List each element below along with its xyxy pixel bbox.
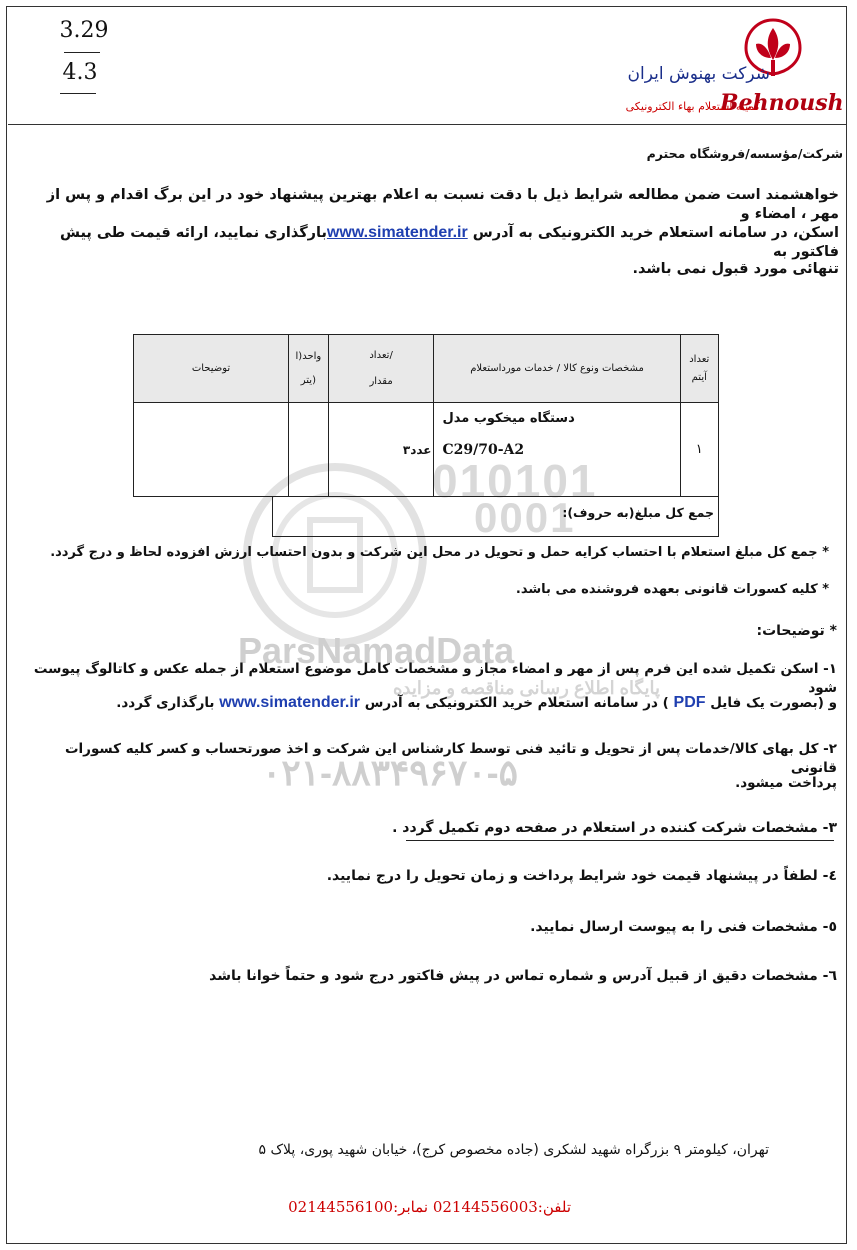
note-1-before: و (بصورت یک فایل [705,695,837,711]
intro-line-2-after: بارگذاری نمایید، ارائه قیمت طی پیش فاکتور به [59,225,839,260]
note-6: ٦- مشخصات دقیق از قبیل آدرس و شماره تماس در پیش فاکتور درج شود و حتماً خوانا باشد [209,968,837,984]
header-unit [289,335,329,403]
phone-number: 02144556003 [432,1198,538,1216]
cell-row-no: ۱ [680,403,718,497]
note-2-line-1: ۲- کل بهای کالا/خدمات پس از تحویل و تائید فنی توسط کارشناس این شرکت و اخذ صورتحساب و کسر کلیه کسورات قانونی [64,741,837,776]
intro-line-2 [19,223,839,262]
header-notes: توضیحات [134,335,289,403]
header-row-no: تعداد آیتم [680,335,718,403]
condition-2: * کلیه کسورات قانونی بعهده فروشنده می باشد. [515,582,829,597]
doc-number-top: 3.29 [59,18,109,43]
watermark-persian: پایگاه اطلاع رسانی مناقصه و مزایده [392,678,660,698]
phone-label: تلفن: [537,1198,571,1216]
fax-label: نمابر: [393,1198,429,1216]
intro-line-2-before: اسکن، در سامانه استعلام خرید الکترونیکی به آدرس [467,225,839,241]
note-4: ٤- لطفاً در پیشنهاد قیمت خود شرایط پرداخت و زمان تحویل را درج نمایید. [326,868,837,884]
table-row [134,403,719,497]
simatender-link-2[interactable]: www.simatender.ir [219,694,360,711]
cell-spec [434,403,680,497]
note-5: ٥- مشخصات فنی را به پیوست ارسال نمایید. [530,919,837,935]
header-quantity-bottom: مقدار [369,375,393,387]
note-2-line-2: پرداخت میشود. [735,775,837,791]
watermark-phone: ۰۲۱-۸۸۳۴۹۶۷۰-۵ [262,752,519,793]
header-unit-bottom: یتر) [300,374,316,386]
header-divider [8,124,846,125]
footer-address: تهران، کیلومتر ۹ بزرگراه شهید لشکری (جاده مخصوص کرج)، خیابان شهید پوری، پلاک ۵ [258,1142,769,1158]
simatender-link[interactable]: www.simatender.ir [326,224,468,241]
doc-number-bottom: 4.3 [62,60,98,85]
condition-1: * جمع کل مبلغ استعلام با احتساب کرایه حمل و تحویل در محل این شرکت و بدون احتساب ارزش افزوده لحاظ و درج گردد. [50,545,829,560]
items-table [133,334,719,497]
footer-contact [91,1198,571,1216]
logo-wordmark: Behnoush [720,90,844,116]
total-amount-label: جمع کل مبلغ(به حروف): [562,505,714,520]
note-3: ۳- مشخصات شرکت کننده در استعلام در صفحه دوم تکمیل گردد . [392,820,837,836]
cell-unit [289,403,329,497]
company-name: شرکت بهنوش ایران [627,64,770,84]
salutation: شرکت/مؤسسه/فروشگاه محترم [646,146,843,161]
intro-line-3: تنهائی مورد قبول نمی باشد. [632,261,839,277]
fax-number: 02144556100 [288,1198,394,1216]
watermark-brand: ParsNamadData [238,630,515,671]
note-1-middle: ) در سامانه استعلام خرید الکترونیکی به آدرس [360,695,674,711]
company-tagline: کمیته استعلام بهاء الکترونیکی [625,100,760,113]
cell-spec-line-1: دستگاه میخکوب مدل [442,411,575,426]
header-quantity [328,335,434,403]
note-1-line-1: ۱- اسکن تکمیل شده این فرم پس از مهر و امضاء مجاز و مشخصات کامل موضوع استعلام از جمله عکس و کاتالوگ پیوست شود [33,661,837,696]
cell-spec-line-2: C29/70-A2 [442,442,525,458]
note-1-line-2 [17,693,837,713]
pdf-label: PDF [673,694,706,711]
table-header-row [134,335,719,403]
watermark-digits-2: 0001 [474,494,576,541]
note-3-underline [406,840,834,841]
cell-notes [134,403,289,497]
header-quantity-top: تعداد/ [369,349,393,361]
doc-number-divider [64,52,100,53]
header-unit-top: واحد(ا [295,350,322,362]
doc-number-underline [60,93,96,94]
header-spec: مشخصات ونوع کالا / خدمات مورداستعلام [434,335,680,403]
note-1-after: بارگذاری گردد. [116,695,220,711]
watermark-digits-1: 010101 [432,455,598,507]
notes-title: * توضیحات: [756,623,837,639]
intro-line-1: خواهشمند است ضمن مطالعه شرایط ذیل با دقت نسبت به اعلام بهترین پیشنهاد خود در این برگ اقدام و پس از مهر ، امضاء و [46,187,839,222]
cell-quantity: ۳عدد [328,403,434,497]
